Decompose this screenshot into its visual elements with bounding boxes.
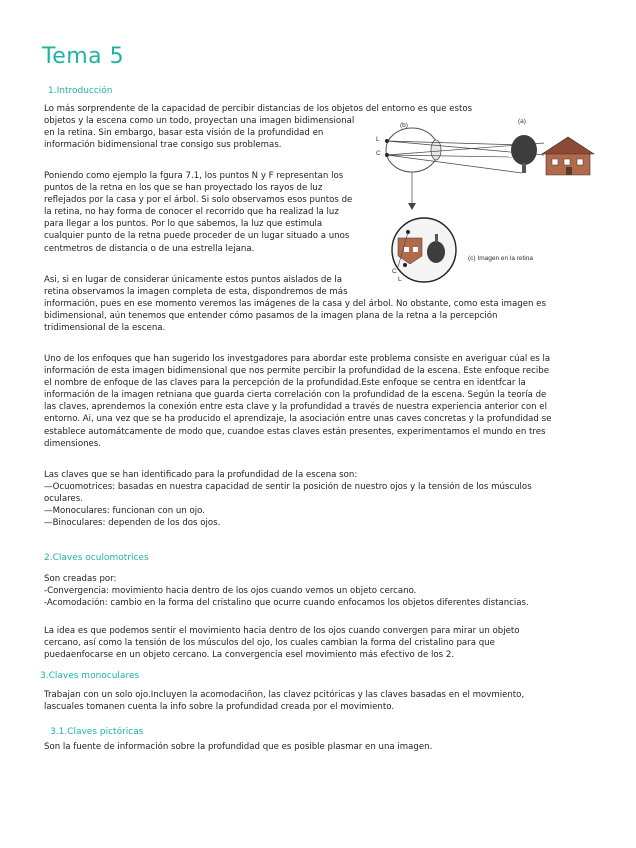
image-line: bidimensional, aún tenemos que entender cómo pasamos de la imagen plana de la retna a la percepción: [44, 311, 498, 322]
image-line: tridimensional de la escena.: [44, 323, 166, 334]
intro-line: Lo más sorprendente de la capacidad de percibir distancias de los objetos del entorno es que estos: [44, 104, 473, 114]
oculomotor-paragraph: [44, 573, 529, 609]
figure-caption: (c) Imagen en la retina: [468, 255, 534, 262]
example-line: la retina, no hay forma de conocer el recorrido que ha realizad la luz: [44, 207, 339, 218]
oculo-line: -Convergencia: movimiento hacia dentro de los ojos cuando vemos un objeto cercano.: [44, 586, 417, 597]
intro-heading: 1.Introducción: [48, 86, 113, 96]
example-line: reflejados por la casa y por el árbol. Si solo observamos esos puntos de: [44, 195, 353, 206]
approach-line: el nombre de enfoque de las claves para la percepción de la profundidad.Este enfoque se centra en identfcar la: [44, 378, 526, 389]
approach-line: entorno. Ai, una vez que se ha producido el aprendizaje, la asociación entre unas caves concretas y la profundidad se: [44, 414, 552, 425]
example-line: para llegar a los puntos. Por lo que sabemos, la luz que estimula: [44, 219, 323, 230]
retina-figure: [372, 115, 600, 285]
claves-line: Las claves que se han identificado para la profundidad de la escena son:: [44, 470, 358, 480]
idea-line: puedaenfocarse en un objeto cercano. La convergencia esel movimiento más efectivo de los 2.: [44, 650, 455, 661]
example-line: centmetros de distancia o de una estrella lejana.: [44, 243, 255, 254]
oculo-line: -Acomodación: cambio en la forma del cristalino que ocurre cuando enfocamos los objetos diferentes distancias.: [44, 598, 529, 609]
approach-paragraph: [44, 353, 551, 450]
intro-line: en la retina. Sin embargo, basar esta visión de la profundidad en: [44, 128, 324, 139]
approach-line: establece automátcamente de modo que, cuandoe estas claves están presentes, experimentamos el mundo en tres: [44, 426, 546, 437]
claves-line: —Monoculares: funcionan con un ojo.: [44, 506, 205, 517]
monocular-heading: 3.Claves monoculares: [40, 671, 140, 681]
house-icon: [542, 137, 594, 175]
example-line: puntos de la retna en los que se han proyectado los rayos de luz: [44, 183, 323, 194]
point-c2: C: [392, 268, 397, 275]
pictorial-heading: 3.1.Claves pictóricas: [50, 727, 144, 737]
idea-paragraph: [44, 625, 520, 661]
picto-line: Son la fuente de información sobre la profundidad que es posible plasmar en una imagen.: [44, 742, 433, 752]
point-l2: L: [398, 276, 402, 283]
intro-line: objetos y la escena como un todo, proyectan una imagen bidimensional: [44, 116, 355, 127]
approach-line: las claves, aprendemos la conexión entre esta clave y la profundidad a través de nuestra experiencia anterior con el: [44, 402, 547, 413]
approach-line: Uno de los enfoques que han sugerido los investgadores para abordar este problema consiste en averiguar cúal es la: [44, 354, 551, 364]
tree-icon: [511, 135, 537, 165]
label-a: (a): [518, 118, 526, 125]
claves-line: —Ocuomotrices: basadas en nuestra capacidad de sentir la posición de nuestro ojos y la tensión de los músculos: [44, 482, 532, 493]
oculo-line: Son creadas por:: [44, 574, 117, 584]
claves-list: [44, 469, 532, 529]
approach-line: información de la imagen retniana que guarda cierta correlación con la profundidad de la escena. Según la teoría de: [44, 390, 547, 401]
approach-line: dimensiones.: [44, 438, 102, 449]
approach-line: información de esta imagen bidimensional que nos permite percibir la profundidad de la escena. Este enfoque recibe: [44, 366, 550, 377]
intro-line: información bidimensional trae consigo sus problemas.: [44, 140, 282, 151]
image-line: retina observamos la imagen completa de esta, dispondremos de más: [44, 287, 348, 298]
eye-icon: [386, 128, 438, 172]
idea-line: La idea es que podemos sentir el movimiento hacia dentro de los ojos cuando convergen para mirar un objeto: [44, 626, 520, 636]
lens-icon: [431, 140, 441, 160]
page-title: Tema 5: [42, 44, 125, 69]
point-c: C: [376, 150, 381, 157]
claves-line: —Binoculares: dependen de los dos ojos.: [44, 518, 221, 529]
pictorial-paragraph: [44, 741, 432, 753]
image-line: información, pues en ese momento veremos las imágenes de la casa y del árbol. No obstante, como esta imagen es: [44, 299, 546, 310]
monocular-paragraph: [44, 689, 524, 713]
point-l: L: [376, 136, 380, 143]
claves-line: oculares.: [44, 494, 83, 505]
mono-line: lascuales tomanen cuenta la info sobre la profundidad creada por el movimiento.: [44, 702, 395, 713]
example-line: cualquier punto de la retna puede proceder de un lugar situado a unos: [44, 231, 350, 242]
example-line: Poniendo como ejemplo la fgura 7.1, los puntos N y F representan los: [44, 171, 344, 181]
example-paragraph: [44, 170, 352, 255]
mono-line: Trabajan con un solo ojo.Incluyen la acomodaciñon, las clavez pcitóricas y las claves basadas en el movmiento,: [44, 690, 525, 700]
label-b: (b): [400, 122, 408, 129]
image-line: Asi, si en lugar de considerar únicamente estos puntos aislados de la: [44, 275, 343, 285]
oculomotor-heading: 2.Claves oculomotrices: [44, 553, 149, 563]
idea-line: cercano, así como la tensión de los músculos del ojo, los cuales cambian la forma del cristalino para que: [44, 638, 495, 649]
